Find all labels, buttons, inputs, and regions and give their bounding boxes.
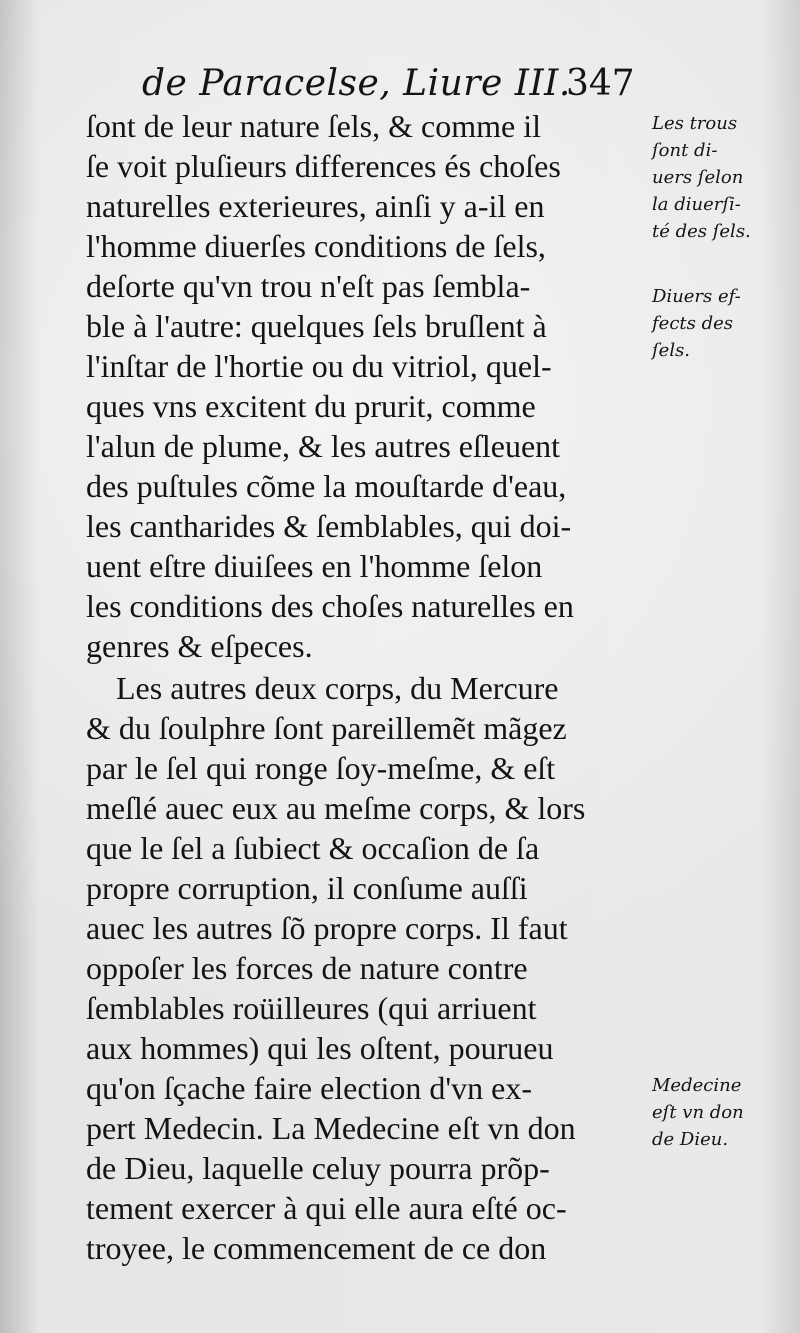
body-line: ſe voit pluſieurs differences és choſes bbox=[86, 148, 561, 184]
margin-note-line: uers ſelon bbox=[652, 167, 744, 188]
running-title: de Paracelse, Liure III. bbox=[142, 63, 571, 104]
body-line: les cantharides & ſemblables, qui doi- bbox=[86, 508, 572, 544]
body-line: tement exercer à qui elle aura eſté oc- bbox=[86, 1190, 567, 1226]
body-line: l'inſtar de l'hortie ou du vitriol, quel- bbox=[86, 348, 552, 384]
body-line: oppoſer les forces de nature contre bbox=[86, 950, 528, 986]
margin-note-line: Les trous bbox=[652, 113, 738, 134]
body-line: ques vns excitent du prurit, comme bbox=[86, 388, 536, 424]
page-number: 347 bbox=[566, 63, 635, 104]
margin-note-line: té des ſels. bbox=[652, 221, 751, 242]
body-line: l'alun de plume, & les autres eſleuent bbox=[86, 428, 561, 464]
margin-note-line: de Dieu. bbox=[652, 1129, 729, 1150]
body-line: auec les autres ſõ propre corps. Il faut bbox=[86, 910, 568, 946]
margin-note-line: Medecine bbox=[652, 1075, 742, 1096]
margin-note-line: la diuerſi- bbox=[652, 194, 741, 215]
body-line: de Dieu, laquelle celuy pourra prõp- bbox=[86, 1150, 550, 1186]
body-line: qu'on ſçache faire election d'vn ex- bbox=[86, 1070, 532, 1106]
body-line: aux hommes) qui les oſtent, pourueu bbox=[86, 1030, 554, 1066]
margin-note-line: eſt vn don bbox=[652, 1102, 744, 1123]
margin-note-line: Diuers ef- bbox=[652, 286, 741, 307]
body-line: par le ſel qui ronge ſoy-meſme, & eſt bbox=[86, 750, 556, 786]
body-line: ble à l'autre: quelques ſels bruſlent à bbox=[86, 308, 547, 344]
body-line: que le ſel a ſubiect & occaſion de ſa bbox=[86, 830, 540, 866]
body-line: meſlé auec eux au meſme corps, & lors bbox=[86, 790, 586, 826]
body-line: & du ſoulphre ſont pareillemẽt mãgez bbox=[86, 710, 567, 746]
body-line: naturelles exterieures, ainſi y a-il en bbox=[86, 188, 545, 224]
body-line: ſemblables roüilleures (qui arriuent bbox=[86, 990, 537, 1026]
margin-note-line: fects des bbox=[652, 313, 733, 334]
body-line: les conditions des choſes naturelles en bbox=[86, 588, 574, 624]
body-line: pert Medecin. La Medecine eſt vn don bbox=[86, 1110, 576, 1146]
margin-note-line: ſont di- bbox=[652, 140, 718, 161]
body-line: deſorte qu'vn trou n'eſt pas ſembla- bbox=[86, 268, 531, 304]
body-line: uent eſtre diuiſees en l'homme ſelon bbox=[86, 548, 543, 584]
body-line: troyee, le commencement de ce don bbox=[86, 1230, 547, 1266]
body-line: genres & eſpeces. bbox=[86, 628, 313, 664]
body-line: l'homme diuerſes conditions de ſels, bbox=[86, 228, 546, 264]
body-line: propre corruption, il conſume auſſi bbox=[86, 870, 528, 906]
body-line: des puſtules cõme la mouſtarde d'eau, bbox=[86, 468, 567, 504]
body-line: Les autres deux corps, du Mercure bbox=[116, 670, 559, 706]
body-line: ſont de leur nature ſels, & comme il bbox=[86, 108, 541, 144]
margin-note-line: ſels. bbox=[652, 340, 691, 361]
